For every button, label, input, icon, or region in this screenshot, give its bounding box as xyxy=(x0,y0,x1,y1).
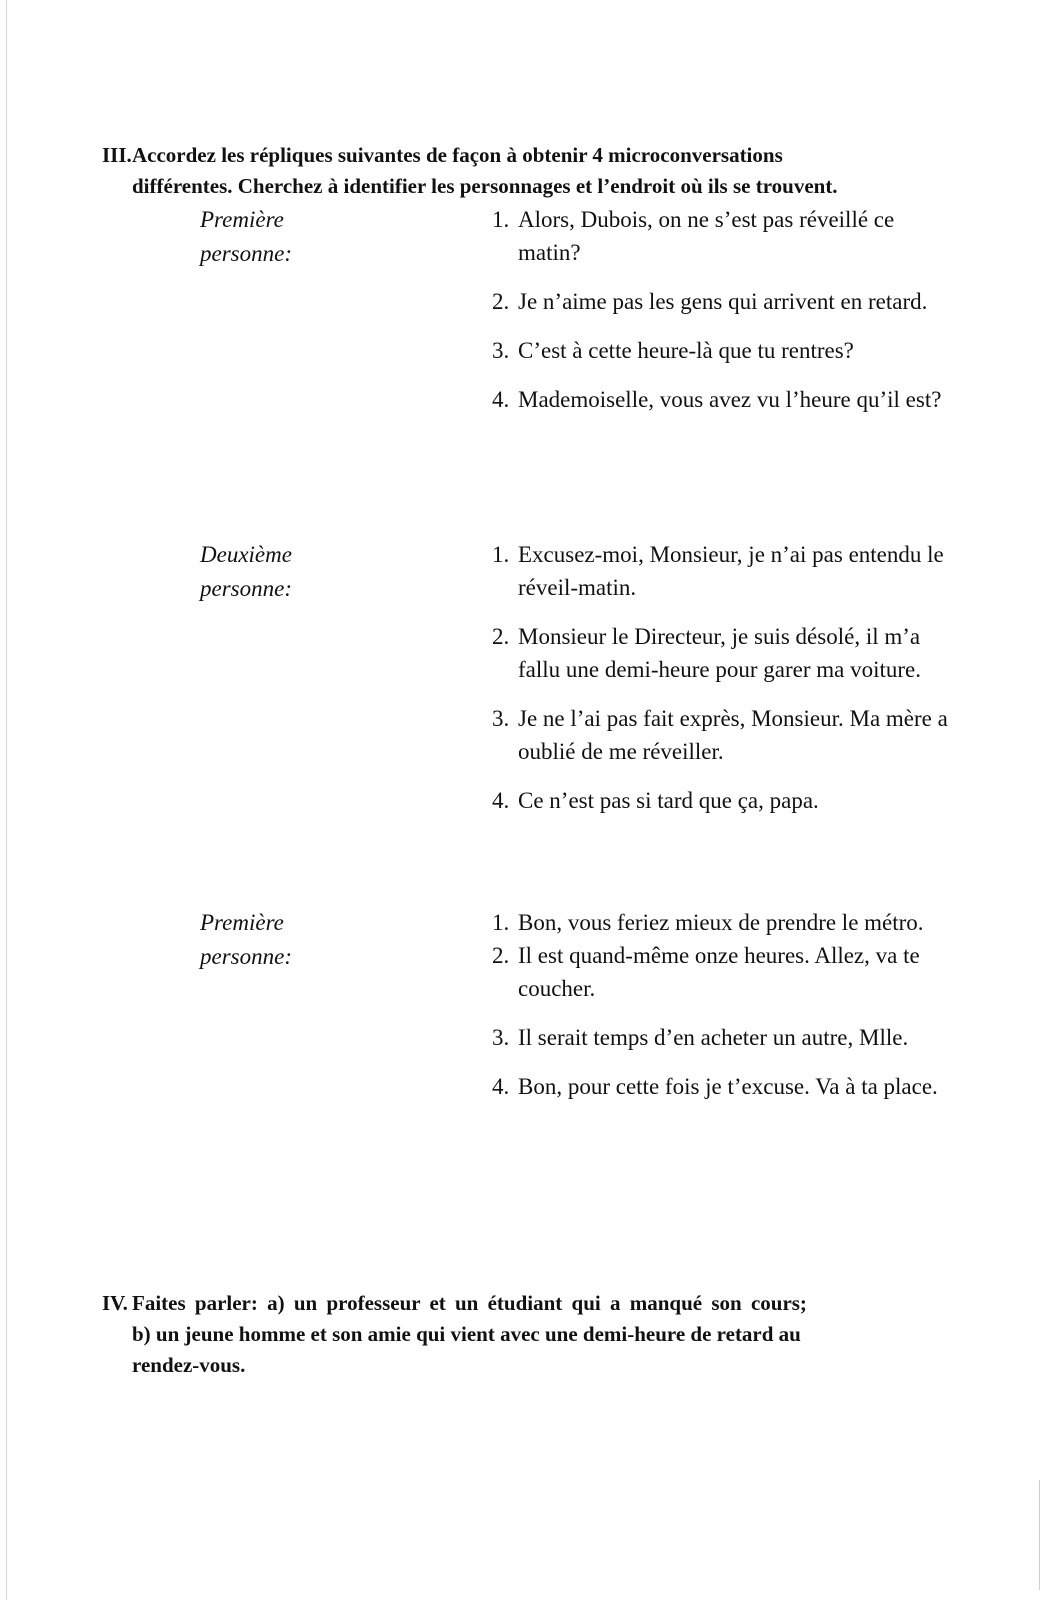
item-text: Je ne l’ai pas fait exprès, Monsieur. Ma mère a oublié de me réveiller. xyxy=(518,706,948,764)
item-text: Mademoiselle, vous avez vu l’heure qu’il est? xyxy=(518,387,942,412)
instruction-text: différentes. Cherchez à identifier les personnages et l’endroit où ils se trouvent. xyxy=(132,174,838,198)
exercise-4-line-1 xyxy=(102,1288,962,1319)
exercise-3-line-1 xyxy=(102,140,962,171)
speaker-label-line: personne: xyxy=(200,944,292,969)
item-text: Bon, vous feriez mieux de prendre le métro. xyxy=(518,910,924,935)
item-text: Excusez-moi, Monsieur, je n’ai pas entendu le réveil-matin. xyxy=(518,542,944,600)
list-item xyxy=(492,203,952,269)
exercise-3-instructions xyxy=(102,140,962,202)
exercise-number: III. xyxy=(102,143,132,167)
speaker-label xyxy=(200,203,400,271)
scan-edge xyxy=(1039,1480,1040,1590)
speaker-label-line: Première xyxy=(200,910,284,935)
speaker-label-line: Deuxième xyxy=(200,542,292,567)
speaker-label-line: personne: xyxy=(200,241,292,266)
item-text: Il est quand-même onze heures. Allez, va te coucher. xyxy=(518,943,920,1001)
instruction-text: b) un jeune homme et son amie qui vient avec une demi-heure de retard au xyxy=(132,1322,801,1346)
list-item xyxy=(492,784,952,817)
item-number: 4. xyxy=(492,1074,510,1099)
item-text: C’est à cette heure-là que tu rentres? xyxy=(518,338,854,363)
item-number: 2. xyxy=(492,624,510,649)
list-item xyxy=(492,285,952,318)
item-text: Je n’aime pas les gens qui arrivent en retard. xyxy=(518,289,928,314)
item-text: Monsieur le Directeur, je suis désolé, il m’a fallu une demi-heure pour garer ma voiture. xyxy=(518,624,921,682)
item-text: Il serait temps d’en acheter un autre, Mlle. xyxy=(518,1025,909,1050)
item-text: Bon, pour cette fois je t’excuse. Va à ta place. xyxy=(518,1074,938,1099)
list-item xyxy=(492,334,952,367)
reply-list xyxy=(492,906,952,1119)
speaker-label xyxy=(200,538,400,606)
list-item xyxy=(492,702,952,768)
item-number: 4. xyxy=(492,788,510,813)
exercise-number: IV. xyxy=(102,1291,128,1315)
item-number: 3. xyxy=(492,706,510,731)
reply-list xyxy=(492,538,952,833)
list-item xyxy=(492,1021,952,1054)
item-number: 2. xyxy=(492,289,510,314)
item-number: 1. xyxy=(492,542,510,567)
list-item xyxy=(492,1070,952,1103)
reply-list xyxy=(492,203,952,432)
list-item xyxy=(492,538,952,604)
item-number: 4. xyxy=(492,387,510,412)
instruction-text: Accordez les répliques suivantes de façon à obtenir 4 microconversations xyxy=(132,143,783,167)
item-text: Alors, Dubois, on ne s’est pas réveillé ce matin? xyxy=(518,207,895,265)
instruction-text: Faites parler: a) un professeur et un étudiant qui a manqué son cours; xyxy=(132,1291,807,1315)
list-item xyxy=(492,906,952,939)
item-number: 1. xyxy=(492,207,510,232)
item-number: 1. xyxy=(492,910,510,935)
item-text: Ce n’est pas si tard que ça, papa. xyxy=(518,788,819,813)
speaker-label-line: Première xyxy=(200,207,284,232)
exercise-4-instructions xyxy=(102,1288,962,1381)
item-number: 3. xyxy=(492,338,510,363)
instruction-text: rendez-vous. xyxy=(132,1353,246,1377)
list-item xyxy=(492,620,952,686)
item-number: 3. xyxy=(492,1025,510,1050)
item-number: 2. xyxy=(492,943,510,968)
speaker-label xyxy=(200,906,400,974)
list-item xyxy=(492,939,952,1005)
scan-edge xyxy=(6,0,7,1600)
list-item xyxy=(492,383,952,416)
speaker-label-line: personne: xyxy=(200,576,292,601)
